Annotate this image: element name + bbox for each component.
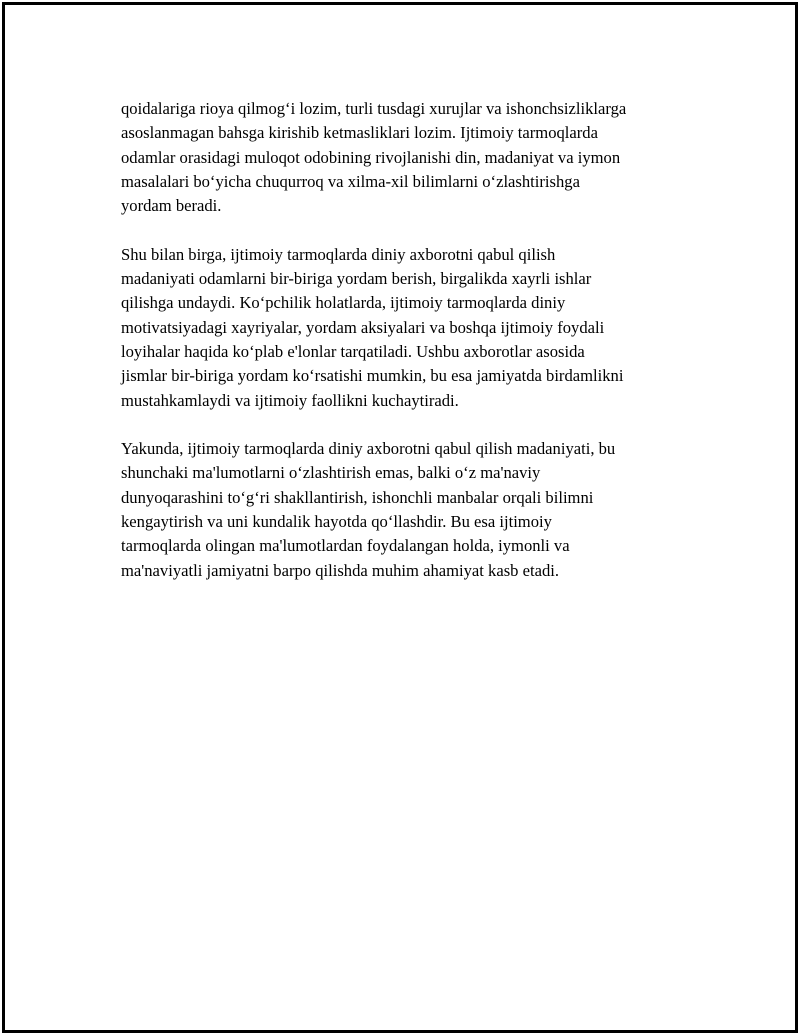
text-line: asoslanmagan bahsga kirishib ketmasliklari lozim. Ijtimoiy tarmoqlarda — [121, 123, 598, 143]
text-line: kengaytirish va uni kundalik hayotda qo‘llashdir. Bu esa ijtimoiy — [121, 512, 552, 532]
text-line: Yakunda, ijtimoiy tarmoqlarda diniy axborotni qabul qilish madaniyati, bu — [121, 439, 616, 459]
text-line: shunchaki ma'lumotlarni o‘zlashtirish emas, balki o‘z ma'naviy — [121, 463, 541, 483]
text-line: qoidalariga rioya qilmog‘i lozim, turli tusdagi xurujlar va ishonchsizliklarga — [121, 99, 627, 118]
text-line: yordam beradi. — [121, 196, 222, 216]
paragraph-1 — [121, 97, 701, 218]
text-line: Shu bilan birga, ijtimoiy tarmoqlarda diniy axborotni qabul qilish — [121, 244, 556, 264]
document-page — [2, 2, 798, 1033]
text-line: madaniyati odamlarni bir-biriga yordam berish, birgalikda xayrli ishlar — [121, 269, 592, 289]
text-line: mustahkamlaydi va ijtimoiy faollikni kuchaytiradi. — [121, 390, 459, 410]
paragraph-2 — [121, 243, 701, 413]
text-line: ma'naviyatli jamiyatni barpo qilishda muhim ahamiyat kasb etadi. — [121, 560, 560, 580]
text-line: loyihalar haqida ko‘plab e'lonlar tarqatiladi. Ushbu axborotlar asosida — [121, 341, 585, 361]
text-line: odamlar orasidagi muloqot odobining rivojlanishi din, madaniyat va iymon — [121, 147, 621, 167]
text-line: motivatsiyadagi xayriyalar, yordam aksiyalari va boshqa ijtimoiy foydali — [121, 317, 605, 337]
paragraph-3 — [121, 437, 701, 583]
text-line: masalalari bo‘yicha chuqurroq va xilma-xil bilimlarni o‘zlashtirishga — [121, 171, 580, 191]
text-line: tarmoqlarda olingan ma'lumotlardan foydalangan holda, iymonli va — [121, 536, 570, 556]
text-line: jismlar bir-biriga yordam ko‘rsatishi mumkin, bu esa jamiyatda birdamlikni — [121, 366, 624, 386]
text-line: qilishga undaydi. Ko‘pchilik holatlarda, ijtimoiy tarmoqlarda diniy — [121, 293, 566, 313]
text-line: dunyoqarashini to‘g‘ri shakllantirish, ishonchli manbalar orqali bilimni — [121, 487, 594, 507]
document-body — [121, 97, 701, 607]
